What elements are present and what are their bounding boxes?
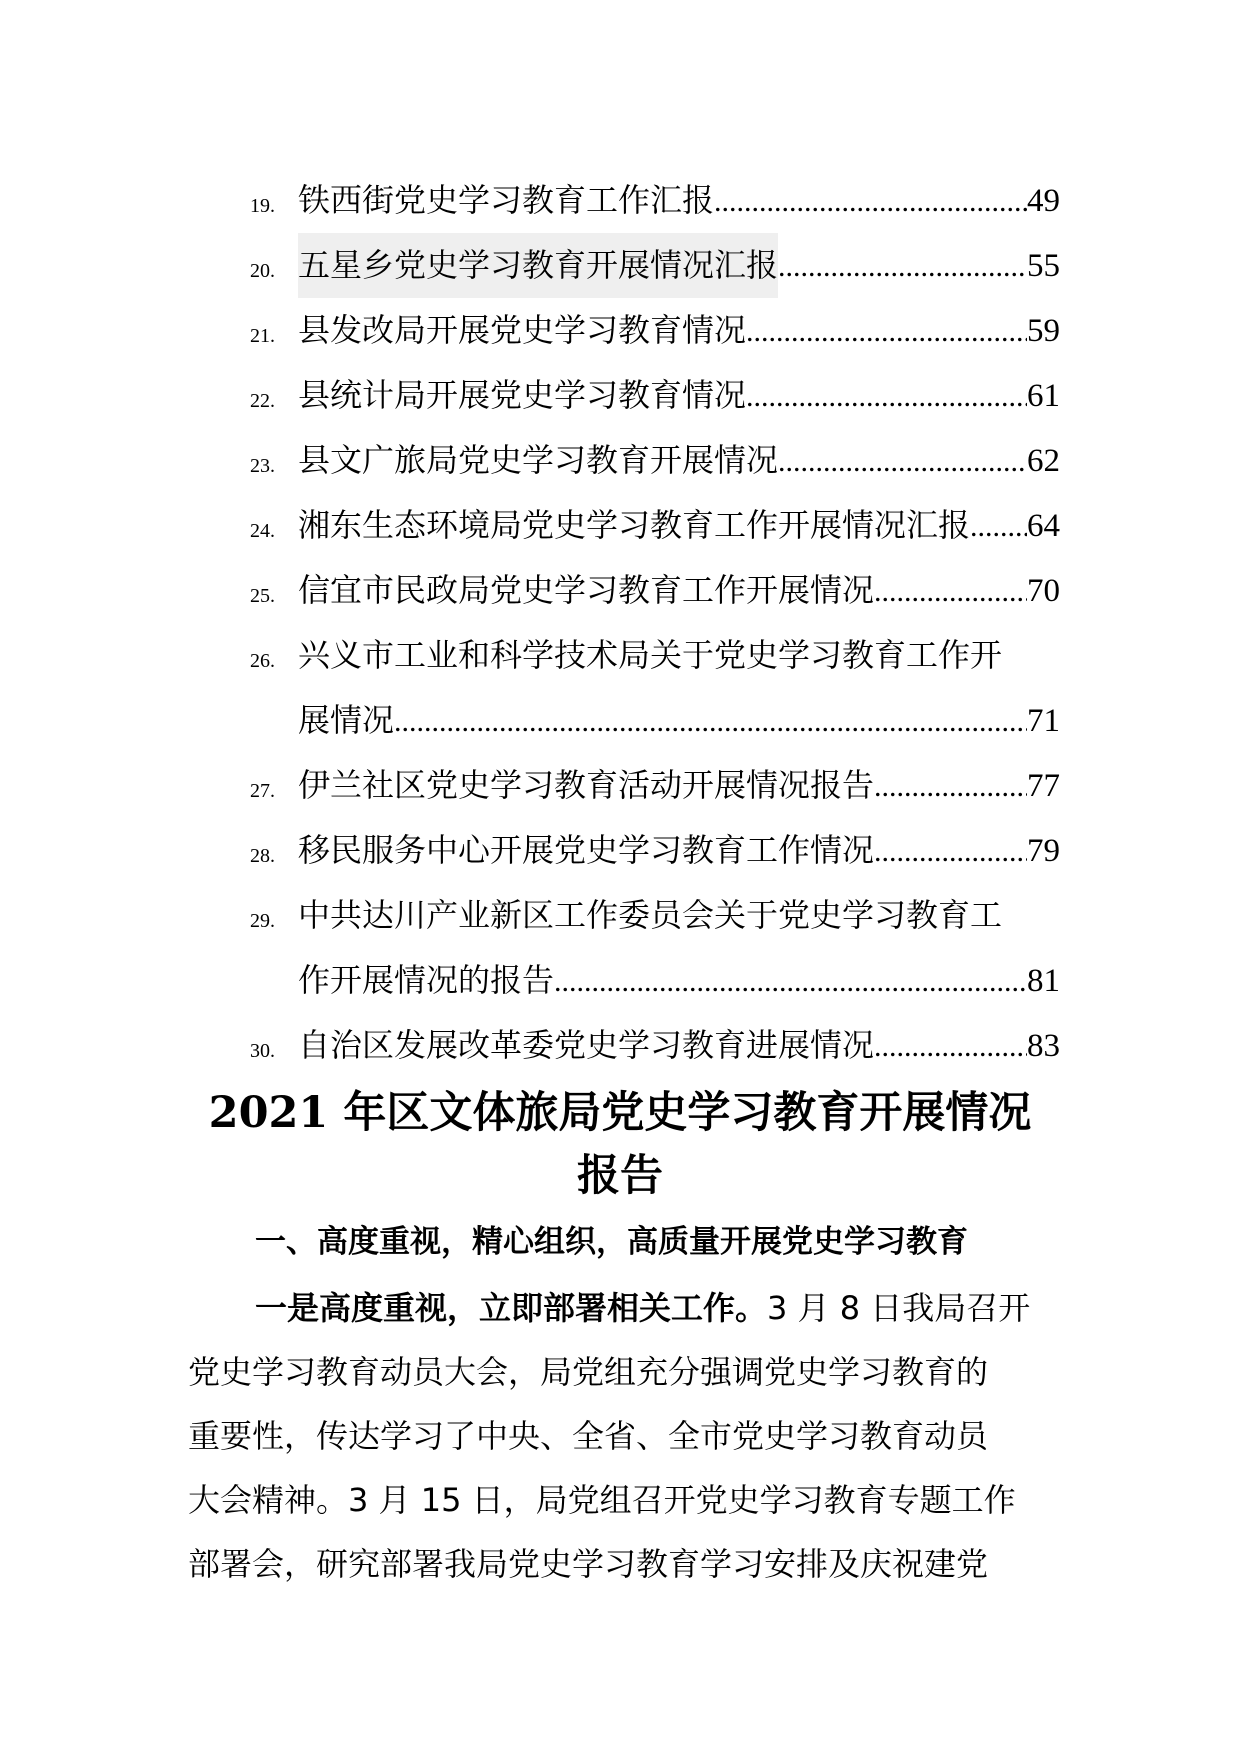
toc-leader-dots [874, 1014, 1027, 1079]
toc-entry-number: 30. [250, 1040, 275, 1062]
body-paragraph [188, 1276, 1058, 1596]
toc-entry-number: 26. [250, 650, 275, 672]
toc-leader-dots [714, 169, 1027, 234]
toc-entry-title: 自治区发展改革委党史学习教育进展情况 [298, 1026, 875, 1064]
toc-entry-page: 79 [1027, 833, 1060, 869]
toc-leader-dots [874, 559, 1027, 624]
table-of-contents [250, 168, 1060, 1078]
toc-entry[interactable] [250, 428, 1060, 493]
toc-entry[interactable] [250, 558, 1060, 623]
toc-entry[interactable] [250, 1013, 1060, 1078]
toc-entry-title: 伊兰社区党史学习教育活动开展情况报告 [298, 766, 875, 804]
toc-entry-page: 70 [1027, 573, 1060, 609]
toc-entry[interactable] [250, 168, 1060, 233]
toc-entry-number: 19. [250, 195, 275, 217]
toc-entry[interactable] [250, 493, 1060, 558]
toc-entry-page: 55 [1027, 248, 1060, 284]
toc-entry-title: 县文广旅局党史学习教育开展情况 [298, 441, 779, 479]
toc-entry-page: 62 [1027, 443, 1060, 479]
paragraph-line-text: 3 月 8 日我局召开 [767, 1289, 1031, 1327]
toc-leader-dots [394, 689, 1027, 754]
toc-entry-page: 61 [1027, 378, 1060, 414]
toc-entry-page: 49 [1027, 183, 1060, 219]
toc-entry-title: 县发改局开展党史学习教育情况 [298, 311, 747, 349]
toc-entry-number: 24. [250, 520, 275, 542]
toc-leader-dots [970, 494, 1027, 559]
paragraph-lead-bold: 一是高度重视，立即部署相关工作。 [255, 1289, 768, 1327]
toc-entry-title-line2: 展情况 [298, 701, 395, 739]
toc-entry-page: 64 [1027, 508, 1060, 544]
toc-entry[interactable] [250, 883, 1060, 1013]
toc-entry[interactable] [250, 753, 1060, 818]
article-title-line1: 2021 年区文体旅局党史学习教育开展情况 [208, 1088, 1032, 1138]
paragraph-line: 大会精神。3 月 15 日，局党组召开党史学习教育专题工作 [188, 1481, 1016, 1519]
toc-leader-dots [746, 364, 1027, 429]
toc-entry-number: 20. [250, 260, 275, 282]
section-heading: 一、高度重视，精心组织，高质量开展党史学习教育 [255, 1224, 968, 1260]
toc-entry-number: 22. [250, 390, 275, 412]
toc-entry-title: 湘东生态环境局党史学习教育工作开展情况汇报 [298, 506, 971, 544]
toc-leader-dots [874, 819, 1027, 884]
toc-leader-dots [746, 299, 1027, 364]
article-title [170, 1082, 1070, 1208]
toc-entry-title: 信宜市民政局党史学习教育工作开展情况 [298, 571, 875, 609]
toc-entry[interactable] [250, 363, 1060, 428]
toc-entry-title-line1: 中共达川产业新区工作委员会关于党史学习教育工 [298, 896, 1003, 934]
toc-leader-dots [874, 754, 1027, 819]
toc-leader-dots [778, 429, 1027, 494]
toc-leader-dots [778, 234, 1027, 299]
toc-entry[interactable] [250, 818, 1060, 883]
toc-entry[interactable] [250, 298, 1060, 363]
toc-entry-number: 23. [250, 455, 275, 477]
toc-entry-title-line2: 作开展情况的报告 [298, 961, 555, 999]
toc-entry-number: 28. [250, 845, 275, 867]
toc-entry-page: 77 [1027, 768, 1060, 804]
toc-entry-number: 21. [250, 325, 275, 347]
toc-entry-number: 29. [250, 910, 275, 932]
toc-entry-title: 移民服务中心开展党史学习教育工作情况 [298, 831, 875, 869]
paragraph-line [188, 1276, 1058, 1340]
toc-leader-dots [554, 949, 1027, 1014]
toc-entry-title-line1: 兴义市工业和科学技术局关于党史学习教育工作开 [298, 636, 1003, 674]
toc-entry[interactable] [250, 233, 1060, 298]
toc-entry[interactable] [250, 623, 1060, 753]
toc-entry-page: 83 [1027, 1028, 1060, 1064]
paragraph-line: 重要性，传达学习了中央、全省、全市党史学习教育动员 [188, 1417, 989, 1455]
paragraph-line: 部署会，研究部署我局党史学习教育学习安排及庆祝建党 [188, 1545, 989, 1583]
paragraph-line: 党史学习教育动员大会，局党组充分强调党史学习教育的 [188, 1353, 989, 1391]
toc-entry-title: 五星乡党史学习教育开展情况汇报 [298, 233, 778, 298]
toc-entry-page: 71 [1027, 703, 1060, 739]
toc-entry-page: 81 [1027, 963, 1060, 999]
toc-entry-page: 59 [1027, 313, 1060, 349]
article-title-line2: 报告 [577, 1151, 663, 1201]
toc-entry-number: 27. [250, 780, 275, 802]
toc-entry-title: 县统计局开展党史学习教育情况 [298, 376, 747, 414]
toc-entry-title: 铁西街党史学习教育工作汇报 [298, 181, 715, 219]
toc-entry-number: 25. [250, 585, 275, 607]
